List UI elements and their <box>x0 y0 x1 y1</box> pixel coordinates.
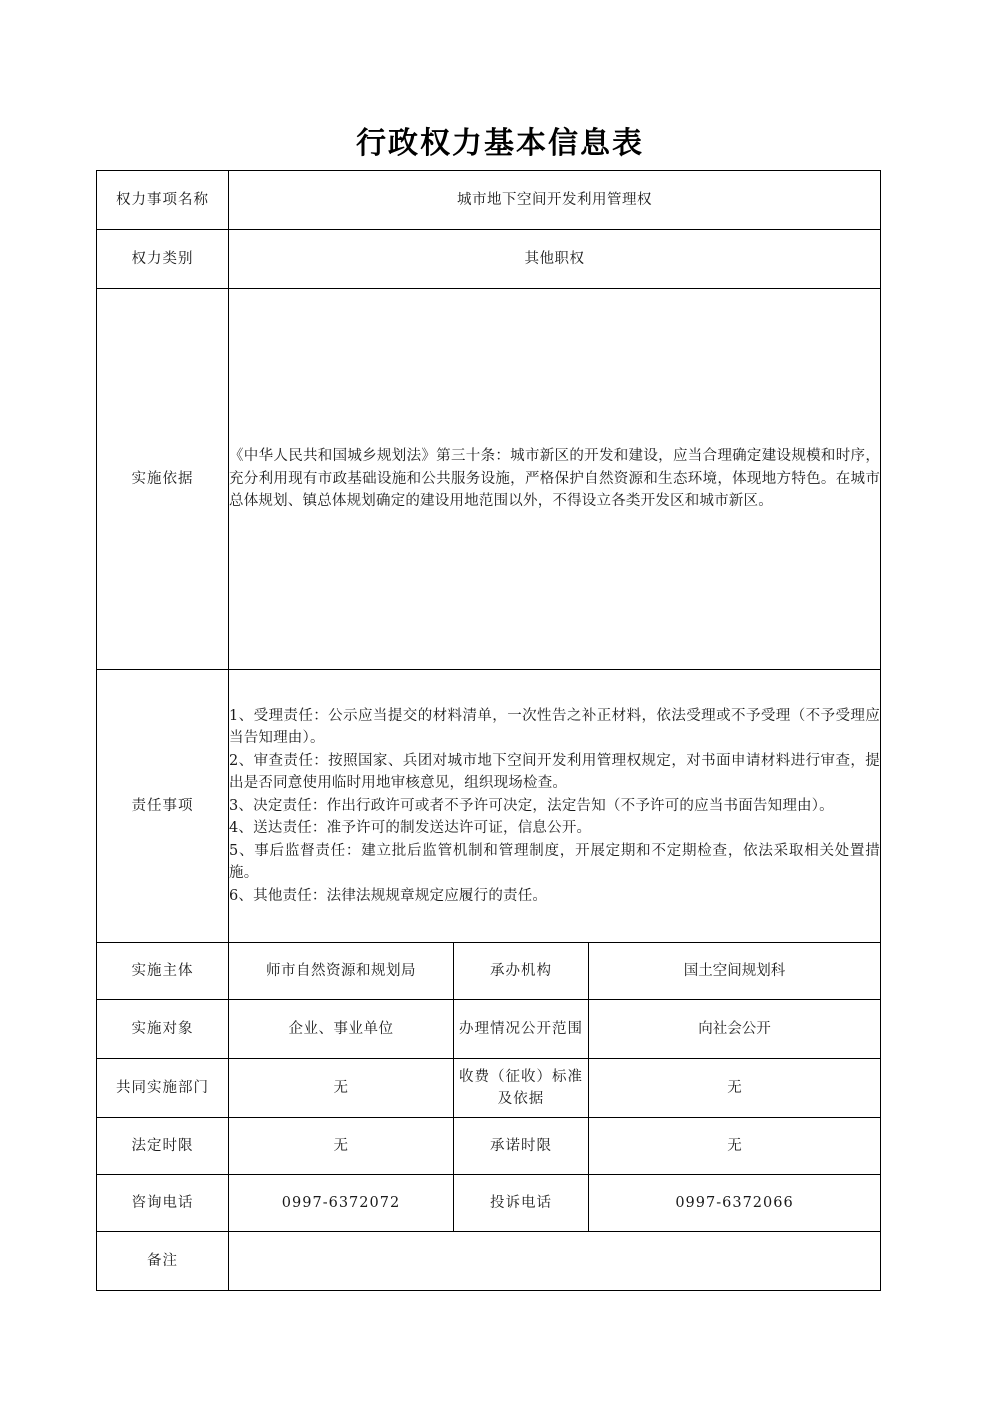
table-row-consultation-phone <box>97 1175 881 1232</box>
row-value-duty-items <box>229 670 881 943</box>
row-value-consultation-phone: 0997-6372072 <box>229 1175 454 1232</box>
row-label-implementation-subject: 实施主体 <box>97 943 229 1000</box>
row-value-fee-standard: 无 <box>589 1059 881 1118</box>
table-row-implementation-basis <box>97 289 881 670</box>
duty-item: 4、送达责任：准予许可的制发送达许可证，信息公开。 <box>229 820 592 837</box>
row-label-statutory-time-limit: 法定时限 <box>97 1118 229 1175</box>
row-label-power-category: 权力类别 <box>97 230 229 289</box>
row-label-joint-department: 共同实施部门 <box>97 1059 229 1118</box>
table-row-implementation-subject <box>97 943 881 1000</box>
duty-item: 2、审查责任：按照国家、兵团对城市地下空间开发利用管理权规定，对书面申请材料进行审查，提出是否同意使用临时用地审核意见，组织现场检查。 <box>229 752 881 792</box>
row-value-joint-department: 无 <box>229 1059 454 1118</box>
row-value-handling-organization: 国土空间规划科 <box>589 943 881 1000</box>
row-label-disclosure-scope: 办理情况公开范围 <box>454 1000 589 1059</box>
row-value-disclosure-scope: 向社会公开 <box>589 1000 881 1059</box>
row-value-implementation-subject: 师市自然资源和规划局 <box>229 943 454 1000</box>
row-label-power-item-name: 权力事项名称 <box>97 171 229 230</box>
row-value-implementation-target: 企业、事业单位 <box>229 1000 454 1059</box>
row-label-consultation-phone: 咨询电话 <box>97 1175 229 1232</box>
row-value-power-category: 其他职权 <box>229 230 881 289</box>
table-row-power-category <box>97 230 881 289</box>
row-label-remark: 备注 <box>97 1232 229 1291</box>
table-row-duty-items <box>97 670 881 943</box>
administrative-power-info-table <box>96 170 881 1291</box>
row-value-implementation-basis <box>229 289 881 670</box>
row-value-statutory-time-limit: 无 <box>229 1118 454 1175</box>
row-value-promised-time-limit: 无 <box>589 1118 881 1175</box>
duty-item: 3、决定责任：作出行政许可或者不予许可决定，法定告知（不予许可的应当书面告知理由）。 <box>229 797 834 814</box>
row-value-remark <box>229 1232 881 1291</box>
page-title: 行政权力基本信息表 <box>356 126 644 161</box>
duty-item: 1、受理责任：公示应当提交的材料清单，一次性告之补正材料，依法受理或不予受理（不予受理应当告知理由）。 <box>229 707 881 747</box>
implementation-basis-text: 《中华人民共和国城乡规划法》第三十条：城市新区的开发和建设，应当合理确定建设规模和时序，充分利用现有市政基础设施和公共服务设施，严格保护自然资源和生态环境，体现地方特色。在城市总体规划、镇总体规划确定的建设用地范围以外，不得设立各类开发区和城市新区。 <box>229 448 881 510</box>
row-value-power-item-name: 城市地下空间开发利用管理权 <box>229 171 881 230</box>
row-label-fee-standard: 收费（征收）标准及依据 <box>454 1059 589 1118</box>
row-label-implementation-basis: 实施依据 <box>97 289 229 670</box>
row-label-implementation-target: 实施对象 <box>97 1000 229 1059</box>
table-row-remark <box>97 1232 881 1291</box>
row-label-handling-organization: 承办机构 <box>454 943 589 1000</box>
table-row-power-item-name <box>97 171 881 230</box>
table-row-implementation-target <box>97 1000 881 1059</box>
table-row-joint-department <box>97 1059 881 1118</box>
row-label-complaint-phone: 投诉电话 <box>454 1175 589 1232</box>
row-label-promised-time-limit: 承诺时限 <box>454 1118 589 1175</box>
row-label-duty-items: 责任事项 <box>97 670 229 943</box>
table-row-statutory-time-limit <box>97 1118 881 1175</box>
duty-item: 5、事后监督责任：建立批后监管机制和管理制度，开展定期和不定期检查，依法采取相关处置措施。 <box>229 842 881 882</box>
duty-items-list <box>229 705 880 907</box>
duty-item: 6、其他责任：法律法规规章规定应履行的责任。 <box>229 887 548 904</box>
row-value-complaint-phone: 0997-6372066 <box>589 1175 881 1232</box>
